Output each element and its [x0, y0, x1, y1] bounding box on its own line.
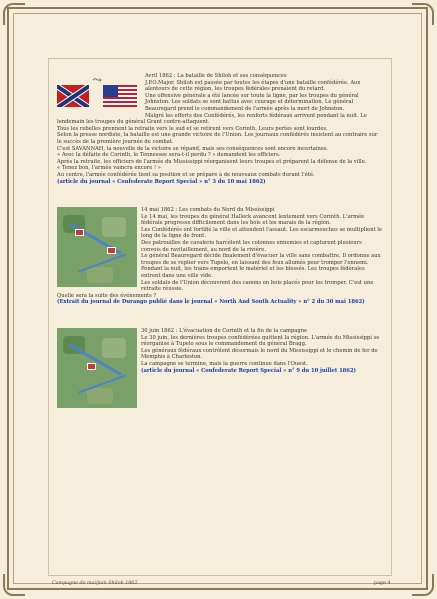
corner-ornament [3, 3, 25, 25]
footer-title: Campagne de mai/juin Shiloh 1862 [52, 581, 138, 586]
section-paragraph: Après la retraite, les officiers de l'armée du Mississippi réorganisent leurs troupes et préparent la défense de la ville. [57, 158, 367, 165]
section-paragraph: Au centre, l'armée confédérée tient sa position et se prépare à de nouveaux combats durant l'été. [57, 171, 315, 178]
section-paragraph: Le 30 juin, les dernières troupes confédérées quittent la région. L'armée du Mississippi se réorganise à Tupelo sous le commandement du général Bragg. [141, 334, 380, 348]
us-flag-icon [103, 85, 137, 107]
page-number: page 4 [374, 581, 391, 586]
section-paragraph: Tous les rebelles prennent la retraite vers le sud et se retirent vers Corinth. Leurs pertes sont lourdes. [57, 125, 328, 132]
section-paragraph: « Avec la défaite de Corinth, le Tennessee sera-t-il perdu ? » demandent les officiers. [57, 152, 281, 159]
section-paragraph: Malgré les efforts des Confédérés, les renforts fédéraux arrivent pendant la nuit. Le lendemain les troupes du général Grant contre-attaquent. [57, 112, 367, 126]
section-paragraph: « Tenez bon, l'armée vaincra encore ! » [57, 165, 161, 172]
confederate-flag-icon [57, 85, 89, 107]
map-thumbnail [57, 328, 137, 408]
unit-counter-icon [75, 229, 84, 236]
content-panel [48, 58, 392, 576]
section-paragraph: C'est SAVANNAH, la nouvelle de la victoire se répand, mais ses conséquences sont encore incertaines. [57, 145, 329, 152]
section-paragraph: Les généraux fédéraux contrôlent désormais le nord du Mississippi et le chemin de fer de Memphis à Charleston. [141, 347, 378, 361]
section-paragraph: Le général Beauregard décide finalement d'évacuer la ville sans combattre. Il ordonne aux troupes de se replier vers Tupelo, en laissant des feux allumés pour tromper l'ennemi. [141, 253, 381, 266]
news-section [57, 73, 383, 185]
corner-ornament [412, 3, 434, 25]
section-paragraph: Les soldats de l'Union découvrent des canons en bois placés pour les tromper. C'est une retraite réussie. [141, 279, 374, 293]
section-paragraph: Le 14 mai, les troupes du général Halleck avancent lentement vers Corinth. L'armée fédérale progresse difficilement dans les bois et les marais de la région. [141, 213, 365, 227]
section-paragraph: Pendant la nuit, les trains emportent le matériel et les blessés. Les troupes fédérales entrent dans une ville vide. [141, 266, 365, 280]
section-paragraph: Les Confédérés ont fortifié la ville et attendent l'assaut. Les escarmouches se multiplient le long de la ligne de front. [141, 226, 383, 240]
arrow-icon: ⤳ [91, 73, 103, 87]
news-section [57, 207, 383, 306]
news-section [57, 328, 383, 408]
section-heading: 30 juin 1862 : L'évacuation de Corinth et la fin de la campagne [141, 328, 308, 334]
article-link[interactable]: (article du journal « Confederate Report Special » n° 9 du 10 juillet 1862) [141, 367, 356, 374]
section-paragraph: Des patrouilles de cavalerie harcèlent les colonnes ennemies et capturent plusieurs convois de ravitaillement, au nord de la rivière. [141, 240, 362, 253]
flags-graphic [57, 73, 141, 117]
map-thumbnail [57, 207, 137, 287]
section-paragraph: Quelle sera la suite des événements ? [57, 292, 157, 299]
section-paragraph: Selon la presse nordiste, la bataille est une grande victoire de l'Union. Les journaux confédérés insistent au contraire sur le succès de la première journée de combat. [57, 132, 378, 145]
section-heading: 14 mai 1862 : Les combats du Nord du Mississippi [141, 207, 275, 214]
corner-ornament [3, 574, 25, 596]
corner-ornament [412, 574, 434, 596]
section-paragraph: Une offensive générale a été lancée sur toute la ligne, par les troupes du général Johnston. Les soldats se sont battus avec courage et détermination. Le général Beauregard prend le commandement de l'armée après la mort de Johnston. [145, 92, 359, 112]
section-paragraph: J.P.O.Major. Shiloh est passée par toutes les étapes d'une bataille confédérée. Aux alentours de cette région, les troupes fédérales prenaient du retard. [145, 79, 361, 93]
article-link[interactable]: (article du journal « Confederate Report Special » n° 3 du 10 mai 1862) [57, 178, 266, 185]
unit-counter-icon [107, 247, 116, 254]
section-heading: Avril 1862 : La bataille de Shiloh et ses conséquences [145, 73, 287, 79]
article-link[interactable]: (Extrait du journal de Durango publié dans le journal « North And South Actuality » n° 2 du 30 mai 1862) [57, 299, 365, 306]
unit-counter-icon [87, 363, 96, 370]
section-paragraph: La campagne se termine, mais la guerre continue dans l'Ouest. [141, 360, 308, 367]
